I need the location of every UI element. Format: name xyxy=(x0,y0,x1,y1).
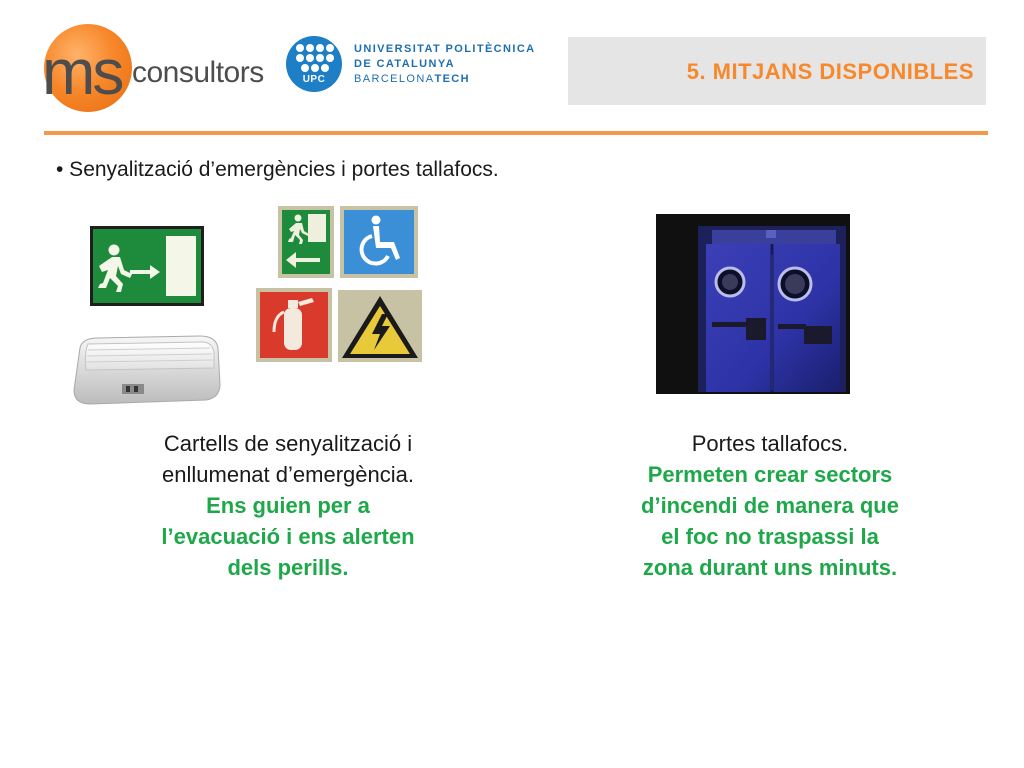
signage-highlight-line2: l’evacuació i ens alerten xyxy=(161,524,415,549)
ms-consultors-logo xyxy=(40,22,272,114)
fire-door-photo xyxy=(656,214,850,394)
header-divider xyxy=(44,131,988,135)
upc-name-line3 xyxy=(354,73,470,86)
fire-door-caption xyxy=(590,428,950,583)
fire-extinguisher-sign-icon xyxy=(256,288,332,362)
ms-logo-suffix: consultors xyxy=(132,56,264,89)
electrical-hazard-sign-icon xyxy=(338,290,422,362)
ms-logo-text: ms xyxy=(42,36,122,108)
safety-signs-group xyxy=(256,204,422,366)
signage-caption-line2: enllumenat d’emergència. xyxy=(162,462,414,487)
fire-door-highlight-line2: d’incendi de manera que xyxy=(641,493,899,518)
emergency-light xyxy=(70,334,222,408)
upc-tech-text: TECH xyxy=(434,73,470,85)
signage-highlight-line3: dels perills. xyxy=(227,555,349,580)
fire-door-highlight-line4: zona durant uns minuts. xyxy=(642,555,898,580)
signage-caption-line1: Cartells de senyalització i xyxy=(163,431,413,456)
signage-highlight-line1: Ens guien per a xyxy=(206,493,370,518)
fire-door-highlight-line3: el foc no traspassi la xyxy=(661,524,879,549)
upc-barcelona-text: BARCELONA xyxy=(354,73,435,85)
upc-name-line2: DE CATALUNYA xyxy=(354,58,455,70)
bullet-text: • Senyalització d’emergències i portes tallafocs. xyxy=(56,158,499,181)
upc-name-line1: UNIVERSITAT POLITÈCNICA xyxy=(354,43,536,55)
fire-door-highlight-line1: Permeten crear sectors xyxy=(647,462,893,487)
exit-sign-icon xyxy=(90,226,204,306)
section-title-box xyxy=(568,37,986,105)
upc-logo-abbr: UPC xyxy=(302,74,326,85)
upc-logo xyxy=(286,36,556,96)
section-title: 5. MITJANS DISPONIBLES xyxy=(686,59,974,84)
fire-door-caption-line1: Portes tallafocs. xyxy=(691,431,849,456)
exit-left-sign-icon xyxy=(278,206,334,278)
upc-logo-emblem xyxy=(286,36,342,92)
wheelchair-sign-icon xyxy=(340,206,418,278)
signage-caption xyxy=(110,428,466,583)
